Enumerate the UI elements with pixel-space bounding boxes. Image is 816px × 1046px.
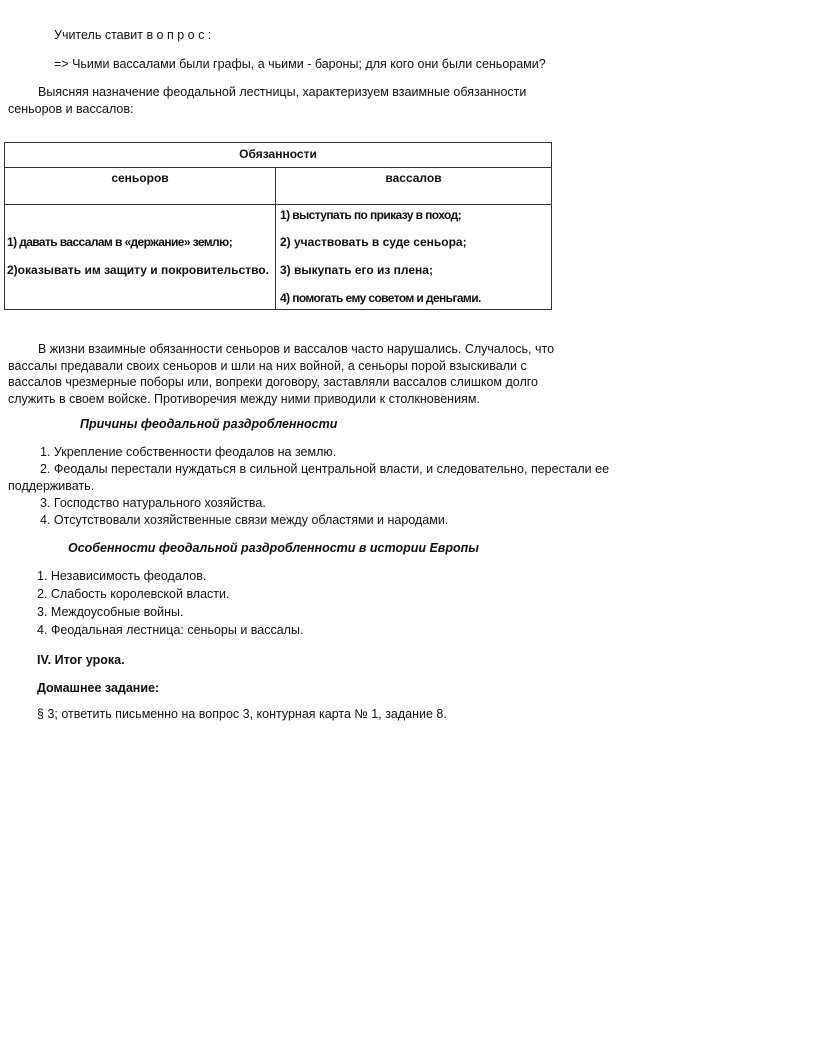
- question-text: => Чьими вассалами были графы, а чьими - бароны; для кого они были сеньорами?: [54, 57, 546, 71]
- ladder-paragraph: Выясняя назначение феодальной лестницы, характеризуем взаимные обязанности сеньоров и вассалов:: [8, 85, 527, 116]
- column-header-vassals: вассалов: [276, 168, 552, 205]
- duties-table: [4, 142, 552, 310]
- vassals-duties-cell: [276, 205, 552, 310]
- column-header-seniors: сеньоров: [5, 168, 276, 205]
- cause-item-continuation: поддерживать.: [8, 479, 95, 493]
- vassal-duty-item: 1) выступать по приказу в поход;: [280, 208, 461, 222]
- feature-item: 1. Независимость феодалов.: [37, 569, 207, 583]
- features-heading: Особенности феодальной раздробленности в истории Европы: [68, 541, 479, 555]
- feature-item: 4. Феодальная лестница: сеньоры и вассалы.: [37, 623, 304, 637]
- cause-item: 3. Господство натурального хозяйства.: [40, 496, 266, 510]
- homework-label: Домашнее задание:: [37, 681, 160, 695]
- teacher-question-line: Учитель ставит в о п р о с :: [54, 28, 212, 42]
- homework-text: § 3; ответить письменно на вопрос 3, контурная карта № 1, задание 8.: [37, 707, 447, 721]
- cause-item: 4. Отсутствовали хозяйственные связи между областями и народами.: [40, 513, 449, 527]
- senior-duty-item: 2)оказывать им защиту и покровительство.: [7, 263, 269, 277]
- vassal-duty-item: 3) выкупать его из плена;: [280, 263, 433, 277]
- seniors-duties-cell: [5, 205, 276, 310]
- feature-item: 3. Междоусобные войны.: [37, 605, 184, 619]
- feature-item: 2. Слабость королевской власти.: [37, 587, 230, 601]
- cause-item: 1. Укрепление собственности феодалов на землю.: [40, 445, 337, 459]
- causes-heading: Причины феодальной раздробленности: [80, 417, 338, 431]
- cause-item: 2. Феодалы перестали нуждаться в сильной центральной власти, и следовательно, перестали ее: [40, 462, 610, 476]
- vassal-duty-item: 4) помогать ему советом и деньгами.: [280, 291, 481, 305]
- lesson-summary-heading: IV. Итог урока.: [37, 653, 125, 667]
- table-title: Обязанности: [5, 143, 552, 168]
- vassal-duty-item: 2) участвовать в суде сеньора;: [280, 235, 467, 249]
- violations-paragraph: В жизни взаимные обязанности сеньоров и вассалов часто нарушались. Случалось, что вассалы предавали своих сеньоров и шли на них войной, а сеньоры порой взыскивали с вассалов чрезмерные поборы или, вопреки договору, заставляли вассалов слишком долго служить в своем войске. Противоречия между ними приводили к столкновениям.: [8, 342, 555, 406]
- senior-duty-item: 1) давать вассалам в «держание» землю;: [7, 235, 233, 249]
